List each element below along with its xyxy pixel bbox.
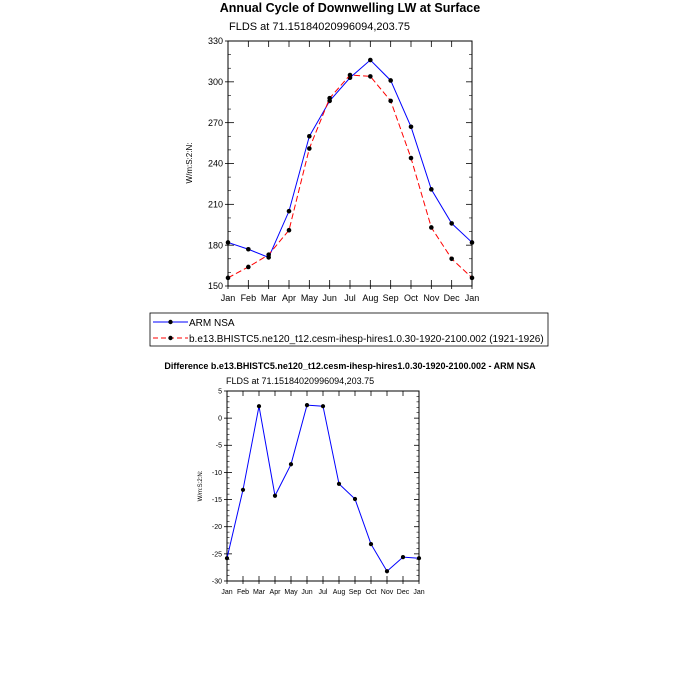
data-point-series-0 (307, 134, 312, 139)
y-tick-label: 150 (207, 281, 223, 292)
y-tick-label: -20 (211, 524, 222, 532)
series-line-0 (228, 60, 472, 257)
data-point-series-1 (266, 252, 271, 257)
bottom-chart (164, 361, 536, 596)
data-point-series-1 (307, 146, 312, 151)
x-tick-label: Feb (236, 589, 250, 596)
bottom-chart-title: Difference b.e13.BHISTC5.ne120_t12.cesm-ihesp-hires1.0.30-1920-2100.002 - ARM NSA (164, 361, 536, 371)
x-tick-label: Mar (252, 589, 266, 596)
data-point-series-1 (226, 276, 231, 281)
x-tick-label: Nov (423, 293, 440, 303)
y-tick-label: 270 (207, 117, 223, 128)
y-tick-label: 5 (218, 388, 222, 396)
y-tick-label: -30 (211, 578, 222, 586)
data-point-series-1 (368, 74, 373, 79)
data-point-series-0 (246, 247, 251, 252)
data-point-series-0 (321, 404, 325, 408)
data-point-series-0 (337, 482, 341, 486)
y-tick-label: 210 (207, 199, 223, 210)
data-point-series-1 (470, 276, 475, 281)
x-tick-label: Oct (365, 589, 377, 596)
bottom-chart-ylabel: W/m:S:2:N: (198, 470, 204, 502)
x-tick-label: Apr (281, 293, 297, 303)
data-point-series-0 (470, 240, 475, 245)
legend-label-arm-nsa: ARM NSA (189, 318, 235, 329)
data-point-series-1 (348, 73, 353, 78)
x-tick-label: Oct (403, 293, 419, 303)
x-tick-label: May (300, 293, 318, 303)
data-point-series-0 (353, 497, 357, 501)
data-point-series-1 (409, 156, 414, 161)
x-tick-label: Jul (344, 293, 356, 303)
x-tick-label: Feb (240, 293, 257, 303)
data-point-series-0 (368, 58, 373, 63)
x-tick-label: Jan (220, 293, 236, 303)
x-tick-label: Jan (413, 589, 425, 596)
data-point-series-0 (401, 555, 405, 559)
x-tick-label: Sep (348, 589, 362, 596)
bottom-chart-plot-area (212, 388, 425, 596)
data-point-series-0 (305, 403, 309, 407)
data-point-series-0 (429, 187, 434, 192)
data-point-series-0 (289, 462, 293, 466)
data-point-series-0 (417, 556, 421, 560)
data-point-series-0 (385, 569, 389, 573)
data-point-series-1 (246, 265, 251, 270)
y-tick-label: 180 (207, 240, 223, 251)
data-point-series-0 (449, 221, 454, 226)
top-chart (185, 1, 480, 303)
x-tick-label: Nov (380, 589, 394, 596)
data-point-series-0 (287, 209, 292, 214)
x-tick-label: Jun (322, 293, 337, 303)
y-tick-label: 0 (218, 415, 222, 423)
y-tick-label: 300 (207, 76, 223, 87)
y-tick-label: -5 (215, 442, 222, 450)
x-tick-label: Aug (362, 293, 379, 303)
legend-label-model: b.e13.BHISTC5.ne120_t12.cesm-ihesp-hires1.0.30-1920-2100.002 (1921-1926) (189, 334, 544, 345)
legend-marker-model (168, 336, 172, 340)
x-tick-label: Apr (269, 589, 281, 596)
data-point-series-0 (388, 78, 393, 83)
y-tick-label: -15 (211, 497, 222, 505)
data-point-series-0 (369, 542, 373, 546)
data-point-series-0 (409, 124, 414, 129)
data-point-series-1 (449, 256, 454, 261)
x-tick-label: Jul (318, 589, 328, 596)
top-chart-subtitle: FLDS at 71.15184020996094,203.75 (229, 21, 411, 33)
data-point-series-1 (429, 225, 434, 230)
x-tick-label: Jan (464, 293, 480, 303)
top-chart-plot-area (208, 36, 479, 303)
series-line-1 (228, 75, 472, 278)
x-tick-label: Dec (396, 589, 410, 596)
data-point-series-0 (273, 494, 277, 498)
data-point-series-0 (225, 556, 229, 560)
x-tick-label: Dec (443, 293, 460, 303)
plot-frame (227, 391, 419, 581)
top-chart-ylabel: W/m:S:2:N: (185, 142, 194, 184)
x-tick-label: Aug (332, 589, 346, 596)
x-tick-label: Mar (260, 293, 277, 303)
series-line-0 (227, 405, 419, 571)
y-tick-label: -25 (211, 551, 222, 559)
data-point-series-1 (287, 228, 292, 233)
y-tick-label: 240 (207, 158, 223, 169)
data-point-series-0 (226, 240, 231, 245)
y-tick-label: -10 (211, 469, 222, 477)
top-chart-title: Annual Cycle of Downwelling LW at Surface (219, 1, 481, 15)
x-tick-label: Jun (301, 589, 313, 596)
x-tick-label: Jan (221, 589, 233, 596)
data-point-series-0 (257, 404, 261, 408)
top-chart-legend (150, 313, 548, 346)
y-tick-label: 330 (207, 36, 223, 47)
x-tick-label: Sep (382, 293, 399, 303)
legend-marker-arm-nsa (168, 320, 172, 324)
data-point-series-0 (241, 488, 245, 492)
x-tick-label: May (284, 589, 298, 596)
bottom-chart-subtitle: FLDS at 71.15184020996094,203.75 (226, 376, 375, 386)
data-point-series-1 (327, 96, 332, 101)
data-point-series-1 (388, 99, 393, 104)
